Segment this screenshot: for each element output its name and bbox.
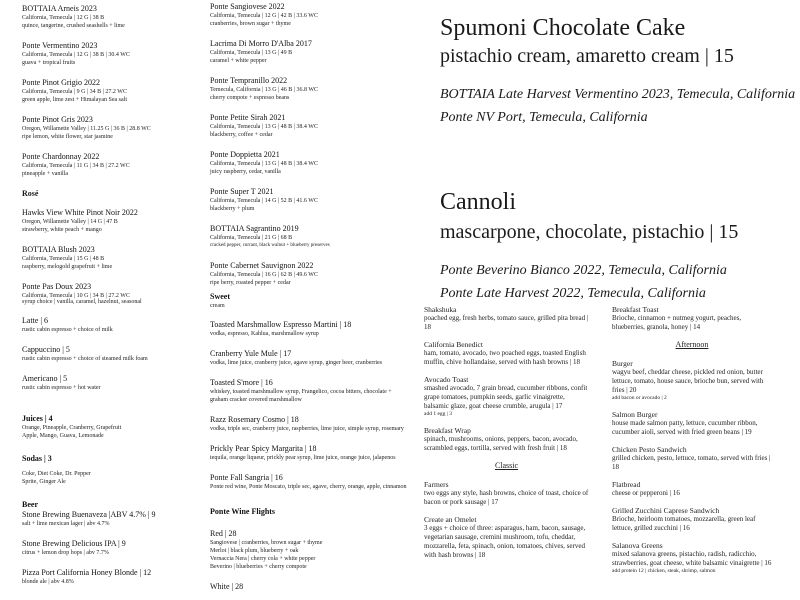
white-rose-wines-section — [22, 4, 202, 299]
cocktails-flights-section — [210, 292, 410, 600]
menu-item: Breakfast Toast Brioche, cinnamon + nutmeg yogurt, peaches, blueberries, granola, honey | 14 — [612, 305, 742, 331]
beer-item: Pizza Port California Honey Blonde | 12 blonde ale | abv 4.8% — [22, 568, 152, 585]
dessert-title: Spumoni Chocolate Cake — [440, 15, 686, 41]
menu-item: Burger wagyu beef, cheddar cheese, pickled red onion, butter lettuce, tomato, house sauce, brioche bun, served with fries | 20 add bacon or avocado | 2 — [612, 359, 764, 401]
cocktail-item: Cranberry Yule Mule | 17 vodka, lime juice, cranberry juice, agave syrup, ginger beer, cranberries — [210, 349, 383, 366]
dessert-title: Cannoli — [440, 189, 516, 215]
brunch-column-right — [612, 305, 772, 600]
cocktail-item: Toasted Marshmallow Espresso Martini | 18 vodka, espresso, Kahlua, marshmallow syrup — [210, 320, 352, 337]
beer-item: Stone Brewing Delicious IPA | 9 citrus + lemon drop hops | abv 7.7% — [22, 539, 126, 556]
wine-item: Lacrima Di Morro D'Alba 2017 California, Temecula | 13 G | 49 B caramel + white pepper — [210, 39, 312, 64]
wine-pairing: Ponte Beverino Bianco 2022, Temecula, California — [440, 263, 727, 278]
menu-item: Chicken Pesto Sandwich grilled chicken, pesto, lettuce, tomato, served with fries | 18 — [612, 445, 771, 471]
coffee-syrup-note: syrup choice | vanilla, caramel, hazelnut, seasonal — [22, 299, 142, 305]
sweet-heading: Sweet — [210, 292, 230, 301]
coffee-item: Latte | 6 rustic cabin espresso + choice of milk — [22, 316, 113, 333]
wine-list-column-left — [22, 0, 202, 600]
juices-block: Juices | 4 Orange, Pineapple, Cranberry, Grapefruit Apple, Mango, Guava, Lemonade — [22, 414, 122, 439]
menu-item: Breakfast Wrap spinach, mushrooms, onions, peppers, bacon, avocado, scrambled eggs, tortilla, served with fresh fruit | 18 — [424, 426, 578, 452]
wine-item: Ponte Pas Doux 2023 California, Temecula | 10 G | 34 B | 27.2 WC — [22, 282, 130, 299]
menu-item: Salmon Burger house made salmon patty, lettuce, cucumber ribbon, cucumber aioli, served with fried green beans | 19 — [612, 410, 758, 436]
wine-item: Ponte Pinot Grigio 2022 California, Temecula | 9 G | 34 B | 27.2 WC green apple, lime zest + Himalayan Sea salt — [22, 78, 128, 103]
flights-heading: Ponte Wine Flights — [210, 507, 276, 516]
coffee-drinks-beer-section — [22, 298, 202, 600]
wine-item: Ponte Petite Sirah 2021 California, Temecula | 13 G | 48 B | 38.4 WC blackberry, coffee + cedar — [210, 113, 318, 138]
classic-heading: Classic — [494, 461, 519, 470]
menu-item: Salanova Greens mixed salanova greens, pistachio, radish, radicchio, strawberries, goat cheese, white balsamic vinaigrette | 16 add protein 12 | chicken, steak, shrimp, salmon — [612, 541, 772, 574]
wine-item: Ponte Chardonnay 2022 California, Temecula | 11 G | 34 B | 27.2 WC pineapple + vanilla — [22, 152, 130, 177]
afternoon-heading: Afternoon — [675, 340, 709, 349]
wine-pairing: BOTTAIA Late Harvest Vermentino 2023, Temecula, California — [440, 87, 796, 102]
wine-item: Ponte Tempranillo 2022 Temecula, California | 13 G | 46 B | 36.8 WC cherry compote + espresso beans — [210, 76, 319, 101]
wine-pairing: Ponte NV Port, Temecula, California — [440, 110, 648, 125]
menu-item: Flatbread cheese or pepperoni | 16 — [612, 480, 680, 497]
coffee-item: Cappuccino | 5 rustic cabin espresso + choice of steamed milk foam — [22, 345, 148, 362]
menu-item: Shakshuka poached egg, fresh herbs, tomato sauce, grilled pita bread | 18 — [424, 305, 589, 331]
wine-item: Hawks View White Pinot Noir 2022 Oregon, Willamette Valley | 14 G | 47 B strawberry, white peach + mango — [22, 208, 138, 233]
flight-item: White | 28 — [210, 582, 244, 591]
cocktail-item: Prickly Pear Spicy Margarita | 18 tequila, orange liqueur, prickly pear syrup, lime juice, orange juice, jalapenos — [210, 444, 396, 461]
wine-item: BOTTAIA Arneis 2023 California, Temecula | 12 G | 38 B quince, tangerine, crushed seashells + lime — [22, 4, 125, 29]
wine-item: Ponte Doppietta 2021 California, Temecula | 13 G | 48 B | 38.4 WC juicy raspberry, cedar, vanilla — [210, 150, 318, 175]
wine-item: BOTTAIA Sagrantino 2019 California, Temecula | 21 G | 68 B cracked pepper, currant, black walnut + blueberry preserves — [210, 224, 330, 248]
menu-item: Avocado Toast smashed avocado, 7 grain bread, cucumber ribbons, confit grape tomatoes, pumpkin seeds, garlic vinaigrette, balsamic glaze, goat cheese crumble, arugula | 17 add 1 egg | 3 — [424, 375, 588, 417]
brunch-column-left — [424, 305, 589, 600]
wine-item: Ponte Cabernet Sauvignon 2022 California, Temecula | 16 G | 62 B | 49.6 WC ripe berry, roasted pepper + cedar — [210, 261, 318, 286]
wine-item: Ponte Pinot Gris 2023 Oregon, Willamette Valley | 11.25 G | 36 B | 28.8 WC ripe lemon, white flower, star jasmine — [22, 115, 151, 140]
beer-item: Stone Brewing Buenaveza |ABV 4.7% | 9 salt + lime mexican lager | abv 4.7% — [22, 510, 156, 527]
wine-item: Ponte Vermentino 2023 California, Temecula | 12 G | 38 B | 30.4 WC guava + tropical fruits — [22, 41, 130, 66]
wine-list-column-middle — [210, 0, 410, 600]
wine-item: Ponte Sangiovese 2022 California, Temecula | 12 G | 42 B | 33.6 WC cranberries, brown sugar + thyme — [210, 2, 318, 27]
coffee-item: Americano | 5 rustic cabin espresso + hot water — [22, 374, 101, 391]
menu-item: California Benedict ham, tomato, avocado, two poached eggs, toasted English muffin, chive hollandaise, served with hash browns | 18 — [424, 340, 586, 366]
sodas-block: Sodas | 3 Coke, Diet Coke, Dr. Pepper Sprite, Ginger Ale — [22, 454, 91, 485]
wine-item: BOTTAIA Blush 2023 California, Temecula | 15 G | 48 B raspberry, melogold grapefruit + lime — [22, 245, 113, 270]
beer-heading: Beer — [22, 500, 38, 509]
menu-item: Farmers two eggs any style, hash browns, choice of toast, choice of bacon or pork sausage | 17 — [424, 480, 589, 506]
dessert-description: mascarpone, chocolate, pistachio | 15 — [440, 221, 739, 243]
cocktail-item: Toasted S'more | 16 whiskey, toasted marshmallow syrup, Frangelico, cocoa bitters, chocolate + graham cracker covered marshmallow — [210, 378, 392, 403]
dessert-description: pistachio cream, amaretto cream | 15 — [440, 45, 734, 67]
red-wines-section — [210, 2, 410, 286]
menu-item: Grilled Zucchini Caprese Sandwich Brioche, heirloom tomatoes, mozzarella, green leaf lettuce, grilled zucchini | 16 — [612, 506, 756, 532]
wine-pairing: Ponte Late Harvest 2022, Temecula, California — [440, 286, 706, 301]
cocktail-item: Razz Rosemary Cosmo | 18 vodka, triple sec, cranberry juice, raspberries, lime juice, simple syrup, rosemary — [210, 415, 404, 432]
cocktail-item: Ponte Fall Sangria | 16 Ponte red wine, Ponte Moscato, triple sec, agave, cherry, orange, apple, cinnamon — [210, 473, 407, 490]
wine-item: Ponte Super T 2021 California, Temecula | 14 G | 52 B | 41.6 WC blackberry + plum — [210, 187, 318, 212]
rose-heading: Rosé — [22, 189, 39, 198]
menu-item: Create an Omelet 3 eggs + choice of three: asparagus, ham, bacon, sausage, vegetarian sausage, cremini mushroom, tofu, cheddar, mozzarella, feta, spinach, onion, tomatoes, chives, served with hash browns | 18 — [424, 515, 586, 559]
flight-item: Red | 28 Sangiovese | cranberries, brown sugar + thyme Merlot | black plum, blueberry + oak Vernaccia Nera | cherry cola + white pepper Beverino | blueberries + cherry compote — [210, 529, 323, 570]
sweet-subtext: cream — [210, 303, 225, 309]
